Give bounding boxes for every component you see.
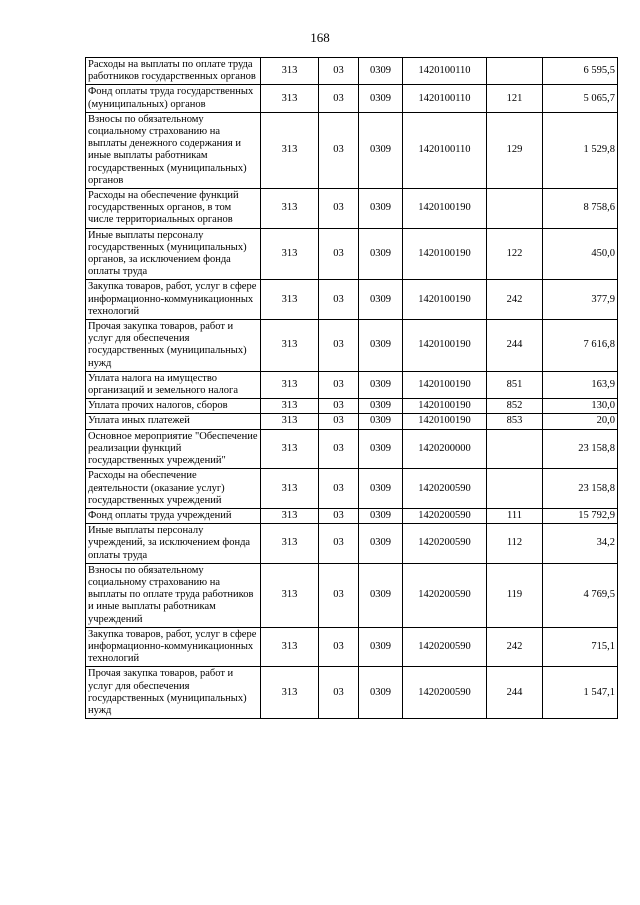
target-article-cell: 1420100190 [403, 189, 487, 229]
expense-type-cell: 852 [487, 399, 543, 414]
target-article-cell: 1420200590 [403, 627, 487, 667]
section-code-cell: 03 [319, 667, 359, 719]
ministry-code-cell: 313 [261, 414, 319, 429]
row-name-cell: Взносы по обязательному социальному страхованию на выплаты денежного содержания и иные выплаты работникам государственных (муниципальных) органов [86, 112, 261, 188]
subsection-code-cell: 0309 [359, 627, 403, 667]
amount-cell: 4 769,5 [543, 563, 618, 627]
ministry-code-cell: 313 [261, 228, 319, 280]
ministry-code-cell: 313 [261, 627, 319, 667]
ministry-code-cell: 313 [261, 320, 319, 372]
section-code-cell: 03 [319, 524, 359, 564]
target-article-cell: 1420100190 [403, 228, 487, 280]
amount-cell: 20,0 [543, 414, 618, 429]
row-name-cell: Иные выплаты персоналу учреждений, за исключением фонда оплаты труда [86, 524, 261, 564]
amount-cell: 7 616,8 [543, 320, 618, 372]
amount-cell: 8 758,6 [543, 189, 618, 229]
section-code-cell: 03 [319, 320, 359, 372]
ministry-code-cell: 313 [261, 508, 319, 523]
target-article-cell: 1420200590 [403, 667, 487, 719]
ministry-code-cell: 313 [261, 58, 319, 85]
target-article-cell: 1420200000 [403, 429, 487, 469]
table-row [86, 85, 618, 112]
amount-cell: 5 065,7 [543, 85, 618, 112]
table-row [86, 112, 618, 188]
target-article-cell: 1420100190 [403, 399, 487, 414]
row-name-cell: Расходы на обеспечение деятельности (оказание услуг) государственных учреждений [86, 469, 261, 509]
ministry-code-cell: 313 [261, 189, 319, 229]
subsection-code-cell: 0309 [359, 414, 403, 429]
section-code-cell: 03 [319, 112, 359, 188]
amount-cell: 1 529,8 [543, 112, 618, 188]
amount-cell: 34,2 [543, 524, 618, 564]
table-row [86, 371, 618, 398]
page-number: 168 [310, 30, 330, 45]
subsection-code-cell: 0309 [359, 320, 403, 372]
section-code-cell: 03 [319, 429, 359, 469]
section-code-cell: 03 [319, 371, 359, 398]
table-row [86, 320, 618, 372]
subsection-code-cell: 0309 [359, 563, 403, 627]
row-name-cell: Основное мероприятие "Обеспечение реализации функций государственных учреждений" [86, 429, 261, 469]
target-article-cell: 1420100110 [403, 85, 487, 112]
amount-cell: 377,9 [543, 280, 618, 320]
expense-type-cell [487, 469, 543, 509]
table-row [86, 524, 618, 564]
table-row [86, 667, 618, 719]
target-article-cell: 1420200590 [403, 508, 487, 523]
section-code-cell: 03 [319, 399, 359, 414]
row-name-cell: Расходы на выплаты по оплате труда работников государственных органов [86, 58, 261, 85]
section-code-cell: 03 [319, 469, 359, 509]
subsection-code-cell: 0309 [359, 189, 403, 229]
row-name-cell: Закупка товаров, работ, услуг в сфере информационно-коммуникационных технологий [86, 627, 261, 667]
subsection-code-cell: 0309 [359, 85, 403, 112]
section-code-cell: 03 [319, 414, 359, 429]
table-row [86, 58, 618, 85]
amount-cell: 15 792,9 [543, 508, 618, 523]
row-name-cell: Взносы по обязательному социальному страхованию на выплаты по оплате труда работников и иные выплаты работникам учреждений [86, 563, 261, 627]
target-article-cell: 1420200590 [403, 563, 487, 627]
section-code-cell: 03 [319, 228, 359, 280]
row-name-cell: Фонд оплаты труда государственных (муниципальных) органов [86, 85, 261, 112]
row-name-cell: Уплата налога на имущество организаций и земельного налога [86, 371, 261, 398]
expense-type-cell [487, 429, 543, 469]
target-article-cell: 1420100190 [403, 371, 487, 398]
amount-cell: 23 158,8 [543, 429, 618, 469]
ministry-code-cell: 313 [261, 667, 319, 719]
amount-cell: 163,9 [543, 371, 618, 398]
expense-type-cell [487, 189, 543, 229]
ministry-code-cell: 313 [261, 371, 319, 398]
row-name-cell: Уплата прочих налогов, сборов [86, 399, 261, 414]
table-row [86, 429, 618, 469]
row-name-cell: Прочая закупка товаров, работ и услуг для обеспечения государственных (муниципальных) нужд [86, 667, 261, 719]
section-code-cell: 03 [319, 508, 359, 523]
subsection-code-cell: 0309 [359, 429, 403, 469]
expense-type-cell: 111 [487, 508, 543, 523]
subsection-code-cell: 0309 [359, 399, 403, 414]
target-article-cell: 1420200590 [403, 524, 487, 564]
table-row [86, 563, 618, 627]
target-article-cell: 1420100110 [403, 112, 487, 188]
ministry-code-cell: 313 [261, 399, 319, 414]
section-code-cell: 03 [319, 189, 359, 229]
amount-cell: 1 547,1 [543, 667, 618, 719]
ministry-code-cell: 313 [261, 524, 319, 564]
subsection-code-cell: 0309 [359, 58, 403, 85]
expense-type-cell: 244 [487, 667, 543, 719]
ministry-code-cell: 313 [261, 429, 319, 469]
ministry-code-cell: 313 [261, 563, 319, 627]
subsection-code-cell: 0309 [359, 469, 403, 509]
expense-type-cell: 244 [487, 320, 543, 372]
row-name-cell: Закупка товаров, работ, услуг в сфере информационно-коммуникационных технологий [86, 280, 261, 320]
expense-type-cell: 129 [487, 112, 543, 188]
table-row [86, 627, 618, 667]
budget-table [85, 57, 618, 719]
table-row [86, 280, 618, 320]
amount-cell: 130,0 [543, 399, 618, 414]
subsection-code-cell: 0309 [359, 524, 403, 564]
row-name-cell: Иные выплаты персоналу государственных (муниципальных) органов, за исключением фонда оплаты труда [86, 228, 261, 280]
target-article-cell: 1420100190 [403, 320, 487, 372]
target-article-cell: 1420100110 [403, 58, 487, 85]
expense-type-cell: 121 [487, 85, 543, 112]
amount-cell: 6 595,5 [543, 58, 618, 85]
table-row [86, 414, 618, 429]
target-article-cell: 1420200590 [403, 469, 487, 509]
subsection-code-cell: 0309 [359, 280, 403, 320]
row-name-cell: Уплата иных платежей [86, 414, 261, 429]
table-row [86, 189, 618, 229]
subsection-code-cell: 0309 [359, 228, 403, 280]
table-row [86, 469, 618, 509]
expense-type-cell: 119 [487, 563, 543, 627]
ministry-code-cell: 313 [261, 85, 319, 112]
target-article-cell: 1420100190 [403, 280, 487, 320]
row-name-cell: Прочая закупка товаров, работ и услуг для обеспечения государственных (муниципальных) нужд [86, 320, 261, 372]
section-code-cell: 03 [319, 85, 359, 112]
expense-type-cell: 853 [487, 414, 543, 429]
expense-type-cell [487, 58, 543, 85]
table-row [86, 399, 618, 414]
amount-cell: 23 158,8 [543, 469, 618, 509]
subsection-code-cell: 0309 [359, 508, 403, 523]
expense-type-cell: 122 [487, 228, 543, 280]
table-row [86, 228, 618, 280]
ministry-code-cell: 313 [261, 469, 319, 509]
expense-type-cell: 242 [487, 627, 543, 667]
ministry-code-cell: 313 [261, 280, 319, 320]
expense-type-cell: 242 [487, 280, 543, 320]
expense-type-cell: 851 [487, 371, 543, 398]
expense-type-cell: 112 [487, 524, 543, 564]
section-code-cell: 03 [319, 627, 359, 667]
row-name-cell: Расходы на обеспечение функций государственных органов, в том числе территориальных органов [86, 189, 261, 229]
subsection-code-cell: 0309 [359, 112, 403, 188]
table-row [86, 508, 618, 523]
amount-cell: 450,0 [543, 228, 618, 280]
subsection-code-cell: 0309 [359, 667, 403, 719]
target-article-cell: 1420100190 [403, 414, 487, 429]
section-code-cell: 03 [319, 563, 359, 627]
section-code-cell: 03 [319, 58, 359, 85]
section-code-cell: 03 [319, 280, 359, 320]
subsection-code-cell: 0309 [359, 371, 403, 398]
amount-cell: 715,1 [543, 627, 618, 667]
row-name-cell: Фонд оплаты труда учреждений [86, 508, 261, 523]
ministry-code-cell: 313 [261, 112, 319, 188]
